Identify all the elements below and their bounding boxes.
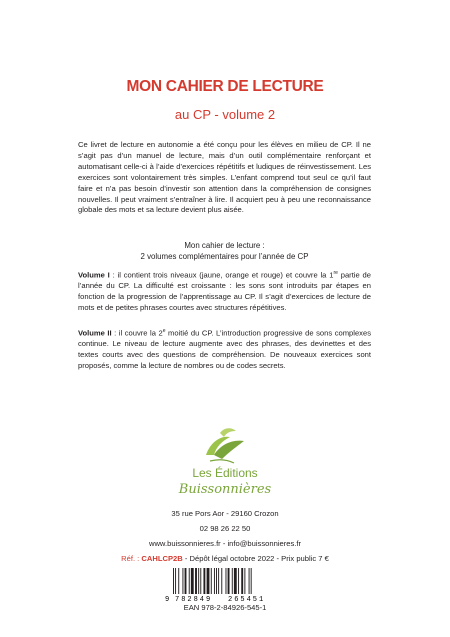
volume1-paragraph [78, 268, 371, 314]
barcode-right-digits: 265451 [228, 596, 266, 604]
barcode-bar [198, 568, 199, 594]
reference-label: Réf. : [121, 554, 140, 563]
leaf-bird-icon [200, 425, 250, 467]
barcode-left-digits: 782849 [175, 596, 213, 604]
barcode-bar [211, 568, 212, 594]
volume2-sup: e [162, 328, 166, 334]
ean-number: EAN 978-2-84926-545-1 [183, 603, 267, 612]
barcode-first-digit: 9 [165, 596, 170, 604]
barcode-bar [195, 568, 197, 594]
barcode-bar [218, 568, 219, 594]
barcode-bar [234, 568, 237, 594]
volume1-label: Volume I [78, 270, 110, 280]
barcode-bar [178, 568, 179, 594]
volume1-text-a: : il contient trois niveaux (jaune, orange et rouge) et couvre la 1 [109, 270, 334, 280]
volume2-label: Volume II [78, 328, 112, 338]
publisher-name-line1: Les Éditions [192, 466, 258, 480]
reference-code: CAHLCP2B [141, 554, 183, 563]
volume1-sup: re [333, 270, 338, 276]
publisher-logo [178, 425, 272, 520]
volume2-text-a: : il couvre la 2 [111, 328, 163, 338]
barcode-bar [216, 568, 217, 594]
barcode-bar [251, 568, 252, 594]
barcode-bar [241, 568, 243, 594]
barcode-bar [175, 568, 176, 594]
barcode-bar [226, 568, 227, 594]
volumes-heading [78, 240, 371, 262]
publisher-address: 35 rue Pors Aor - 29160 Crozon [171, 509, 279, 518]
page-subtitle: au CP - volume 2 [174, 107, 276, 122]
barcode-bar [207, 568, 210, 594]
barcode-bar [214, 568, 215, 594]
volumes-heading-line1: Mon cahier de lecture : [184, 241, 265, 250]
barcode-bar [189, 568, 190, 594]
reference-line [0, 554, 450, 564]
barcode-bar [182, 568, 183, 594]
barcode-bar [244, 568, 245, 594]
publisher-web: www.buissonnieres.fr - info@buissonnieres.fr [148, 539, 302, 548]
barcode-bar [238, 568, 239, 594]
barcode-bar [221, 568, 222, 594]
volumes-heading-line2: 2 volumes complémentaires pour l’année de CP [140, 252, 309, 261]
publisher-phone: 02 98 26 22 50 [199, 524, 251, 533]
barcode-bar [203, 568, 205, 594]
barcode-bar [200, 568, 201, 594]
reference-rest: - Dépôt légal octobre 2022 - Prix public 7 € [182, 554, 329, 563]
barcode-bar [173, 568, 174, 594]
barcode-bar [191, 568, 194, 594]
volume2-text-b: moitié du CP. L’introduction progressive de sons complexes continue. Le niveau de lecture augmente avec des phrases, des devinettes et des textes courts avec des questions de compréhension. De nouveaux exercices sont proposés, comme la lecture de nombres ou de codes secrets. [78, 328, 371, 371]
publisher-name-line2: Buissonnières [178, 482, 272, 497]
volume1-text-b: partie de l’année du CP. La difficulté est croissante : les sons sont introduits par étapes en fonction de la progression de l’apprentissage au CP. Il s’agit d’exercices de lecture de mots et de petites phrases courtes avec structures répétitives. [78, 270, 371, 313]
barcode-bar [228, 568, 230, 594]
barcode-bar [185, 568, 187, 594]
intro-paragraph: Ce livret de lecture en autonomie a été conçu pour les élèves en milieu de CP. Il ne s’agit pas d’un manuel de lecture, mais d’un outil complémentaire renforçant et automatisant celle-ci à l’aide d’exercices répétitifs et ludiques de réinvestissement. Les exercices sont volontairement très simples. L’enfant comprend tout seul ce qu’il faut faire et n’a pas besoin d’investir son attention dans la compréhension de consignes nouvelles. Il peut vraiment s’entraîner à lire. Il acquiert peu à peu une reconnaissance globale des mots et sa lecture devient plus aisée. [78, 140, 371, 215]
volume2-paragraph [78, 326, 371, 372]
barcode-bars [173, 568, 252, 594]
barcode-bar [249, 568, 250, 594]
barcode-bar [232, 568, 233, 594]
page-title: MON CAHIER DE LECTURE [126, 78, 324, 95]
